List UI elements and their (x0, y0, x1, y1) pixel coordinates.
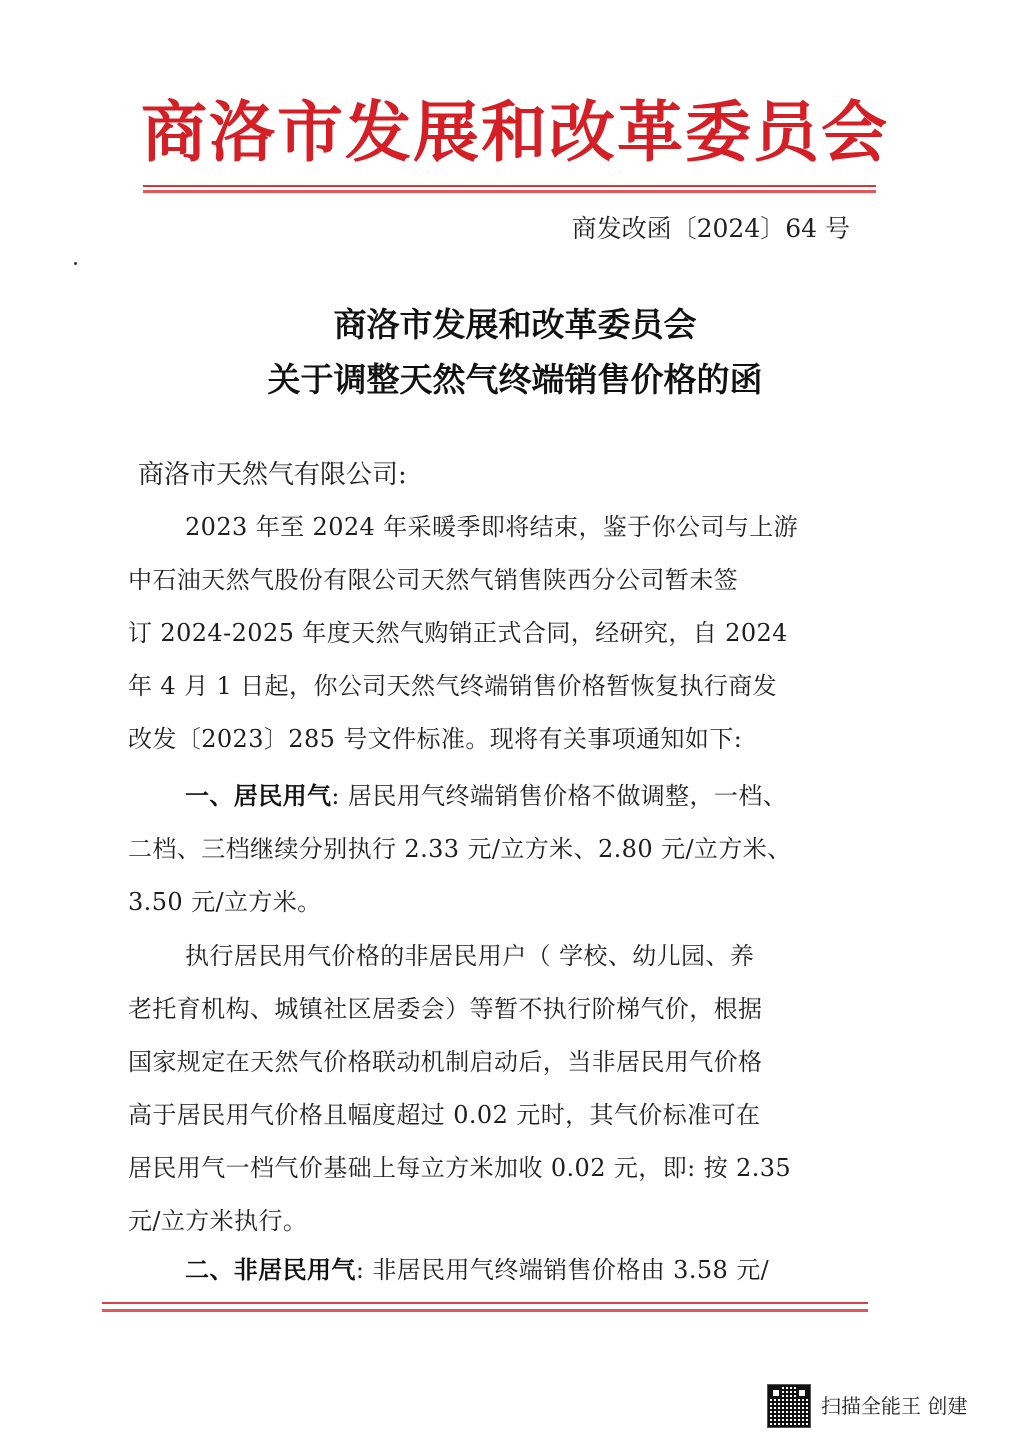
scanner-watermark-text: 扫描全能王 创建 (821, 1394, 968, 1418)
scan-speck (74, 262, 77, 265)
issuing-organization-header: 商洛市发展和改革委员会 (141, 94, 889, 171)
document-title-line-2: 关于调整天然气终端销售价格的函 (267, 360, 763, 399)
non-residential-gas-heading: 二、非居民用气 (185, 1256, 356, 1284)
header-red-rule-bottom (143, 190, 876, 193)
body-paragraph-line-2: 中石油天然气股份有限公司天然气销售陕西分公司暂未签 (128, 566, 738, 594)
body-paragraph-line-1: 2023 年至 2024 年采暖季即将结束，鉴于你公司与上游 (185, 513, 799, 541)
residential-gas-heading: 一、居民用气 (185, 782, 332, 810)
residential-gas-line-3: 3.50 元/立方米。 (128, 888, 322, 916)
nonresident-users-line-4: 高于居民用气价格且幅度超过 0.02 元时，其气价标准可在 (128, 1101, 761, 1129)
document-number: 商发改函〔2024〕64 号 (571, 214, 850, 243)
header-red-rule-top (143, 185, 876, 187)
recipient-line: 商洛市天然气有限公司: (138, 460, 407, 490)
body-paragraph-line-3: 订 2024-2025 年度天然气购销正式合同，经研究，自 2024 (128, 619, 788, 647)
nonresident-users-line-2: 老托育机构、城镇社区居委会）等暂不执行阶梯气价，根据 (128, 995, 763, 1023)
residential-gas-line-1 (185, 782, 845, 811)
scanner-watermark (767, 1386, 1007, 1426)
residential-gas-text-1: : 居民用气终端销售价格不做调整，一档、 (331, 782, 788, 810)
nonresident-users-line-1: 执行居民用气价格的非居民用户（ 学校、幼儿园、养 (185, 942, 755, 970)
residential-gas-line-2: 二档、三档继续分别执行 2.33 元/立方米、2.80 元/立方米、 (128, 835, 792, 863)
nonresident-users-line-5: 居民用气一档气价基础上每立方米加收 0.02 元，即: 按 2.35 (128, 1154, 792, 1182)
document-title-line-1: 商洛市发展和改革委员会 (333, 305, 697, 344)
nonresident-users-line-3: 国家规定在天然气价格联动机制启动后，当非居民用气价格 (128, 1048, 763, 1076)
footer-red-rule-bottom (102, 1309, 868, 1312)
qr-code-icon (767, 1384, 811, 1428)
nonresident-users-line-6: 元/立方米执行。 (128, 1207, 308, 1235)
non-residential-gas-line-1 (185, 1256, 845, 1285)
body-paragraph-line-5: 改发〔2023〕285 号文件标准。现将有关事项通知如下: (128, 725, 743, 753)
body-paragraph-line-4: 年 4 月 1 日起，你公司天然气终端销售价格暂恢复执行商发 (128, 672, 778, 700)
non-residential-gas-text-1: : 非居民用气终端销售价格由 3.58 元/ (355, 1256, 770, 1284)
footer-red-rule-top (102, 1302, 868, 1304)
